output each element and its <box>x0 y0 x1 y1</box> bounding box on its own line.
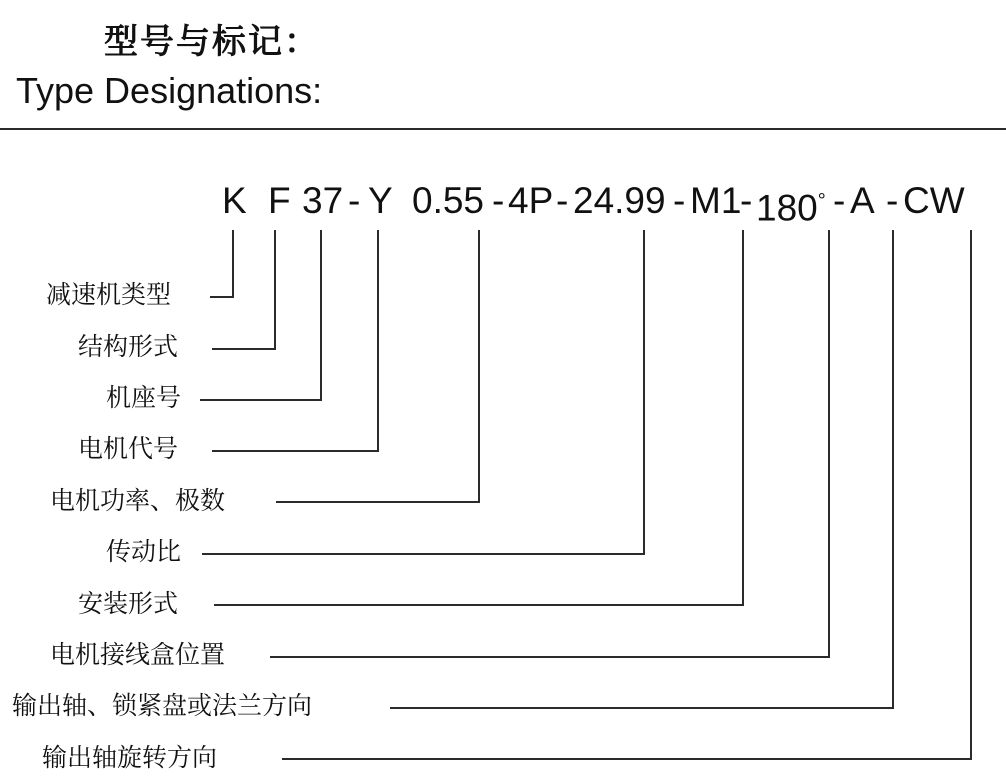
code-segment: - <box>740 180 753 221</box>
code-segment: K <box>222 180 247 221</box>
leader-horizontal <box>270 656 830 658</box>
horizontal-divider <box>0 128 1006 130</box>
leader-horizontal <box>390 707 894 709</box>
page-title-en: Type Designations: <box>16 70 323 111</box>
leader-horizontal <box>202 553 645 555</box>
code-segment: 24.99 <box>573 180 666 221</box>
leader-vertical <box>828 230 830 656</box>
code-segment: M1 <box>690 180 742 221</box>
page-title-cn: 型号与标记： <box>104 23 320 61</box>
leader-horizontal <box>282 758 972 760</box>
code-segment: 4P <box>508 180 554 221</box>
leader-vertical <box>742 230 744 604</box>
code-segment: - <box>833 180 846 221</box>
code-segment: - <box>492 180 505 221</box>
callout-label: 电机代号 <box>78 435 179 463</box>
callout-label: 传动比 <box>106 538 182 566</box>
code-segment: 180° <box>756 187 826 229</box>
leader-vertical <box>892 230 894 707</box>
callout-label: 减速机类型 <box>46 281 172 309</box>
callout-label: 机座号 <box>106 384 182 412</box>
code-segment: - <box>673 180 686 221</box>
leader-horizontal <box>212 450 379 452</box>
leader-horizontal <box>214 604 744 606</box>
code-segment: - <box>348 180 361 221</box>
code-segment: F <box>268 180 291 221</box>
code-segment: - <box>556 180 569 221</box>
model-code-row <box>0 178 1006 229</box>
code-segment: Y <box>368 180 393 221</box>
leader-horizontal <box>212 348 276 350</box>
leader-vertical <box>232 230 234 296</box>
degree-symbol: ° <box>817 190 826 212</box>
code-segment: A <box>850 180 875 221</box>
code-segment: 0.55 <box>412 180 485 221</box>
code-segment: 37 <box>302 180 344 221</box>
leader-horizontal <box>276 501 480 503</box>
code-segment: CW <box>903 180 965 221</box>
code-segment: - <box>886 180 899 221</box>
leader-vertical <box>478 230 480 501</box>
callout-label: 电机接线盒位置 <box>50 641 226 669</box>
leader-vertical <box>320 230 322 399</box>
leader-vertical <box>643 230 645 553</box>
leader-horizontal <box>210 296 234 298</box>
leader-horizontal <box>200 399 322 401</box>
leader-vertical <box>377 230 379 450</box>
callout-label: 输出轴、锁紧盘或法兰方向 <box>12 692 313 720</box>
callout-label: 输出轴旋转方向 <box>42 744 218 772</box>
callout-label: 结构形式 <box>78 333 179 361</box>
callout-label: 安装形式 <box>78 590 179 618</box>
callout-label: 电机功率、极数 <box>50 487 226 515</box>
leader-vertical <box>274 230 276 348</box>
leader-vertical <box>970 230 972 758</box>
